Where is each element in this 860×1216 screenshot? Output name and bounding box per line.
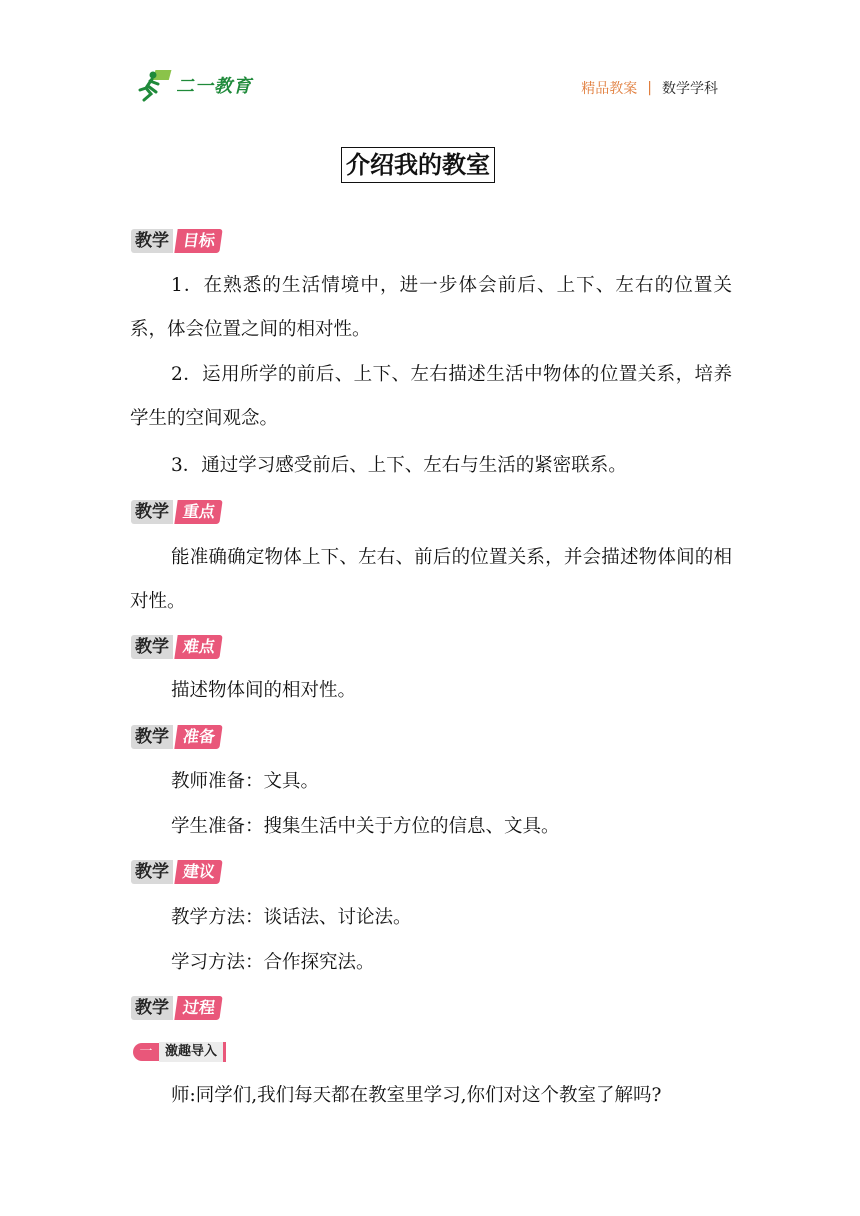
section-badge-advice [131, 860, 221, 884]
badge-left: 教学 [131, 500, 173, 524]
badge-right: 目标 [174, 229, 222, 253]
badge-left: 教学 [131, 229, 173, 253]
badge-left: 教学 [131, 860, 173, 884]
key-point-text: 能准确确定物体上下、左右、前后的位置关系，并会描述物体间的相对性。 [130, 547, 732, 612]
header-separator: | [647, 80, 652, 96]
section-badge-difficulty [131, 635, 221, 659]
running-figure-icon [136, 68, 174, 102]
category-label: 精品教案 [581, 81, 638, 97]
badge-right: 难点 [174, 635, 222, 659]
learning-method-text: 学习方法：合作探究法。 [171, 952, 375, 973]
badge-right: 建议 [174, 860, 222, 884]
section-badge-prep [131, 725, 221, 749]
subject-label: 数学学科 [662, 81, 718, 97]
badge-left: 教学 [131, 725, 173, 749]
process-text: 师:同学们,我们每天都在教室里学习,你们对这个教室了解吗? [171, 1085, 662, 1106]
badge-right: 准备 [174, 725, 222, 749]
step-badge [133, 1041, 226, 1063]
page-header [0, 0, 860, 110]
goal-item-3: 3．通过学习感受前后、上下、左右与生活的紧密联系。 [171, 455, 627, 476]
step-number: 一 [133, 1043, 159, 1061]
section-badge-key [131, 500, 221, 524]
badge-right: 重点 [174, 500, 222, 524]
badge-left: 教学 [131, 635, 173, 659]
teacher-prep-text: 教师准备：文具。 [171, 771, 320, 792]
logo-text: 二一教育 [176, 76, 252, 97]
section-badge-process [131, 996, 221, 1020]
badge-left: 教学 [131, 996, 173, 1020]
section-badge-goals [131, 229, 221, 253]
student-prep-text: 学生准备：搜集生活中关于方位的信息、文具。 [171, 816, 560, 837]
logo [136, 68, 252, 102]
page-title: 介绍我的教室 [341, 147, 495, 183]
goal-item-1: 1．在熟悉的生活情境中，进一步体会前后、上下、左右的位置关系，体会位置之间的相对性。 [130, 275, 732, 340]
difficulty-text: 描述物体间的相对性。 [171, 680, 357, 701]
badge-right: 过程 [174, 996, 222, 1020]
goal-item-2: 2．运用所学的前后、上下、左右描述生活中物体的位置关系，培养学生的空间观念。 [130, 364, 732, 429]
header-tags [581, 78, 718, 98]
teaching-method-text: 教学方法：谈话法、讨论法。 [171, 907, 412, 928]
step-label: 激趣导入 [159, 1042, 226, 1062]
